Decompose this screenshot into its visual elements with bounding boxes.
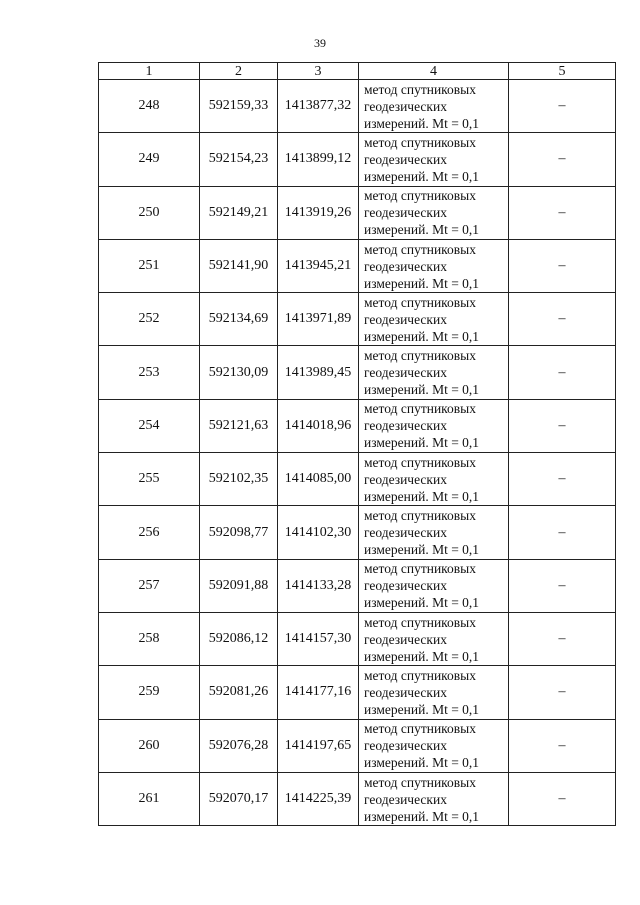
coordinates-table: [98, 62, 616, 826]
table-row: [99, 133, 616, 186]
y-coordinate-cell: 1413989,45: [278, 346, 359, 399]
method-text-line: геодезических: [364, 631, 447, 647]
method-cell: [359, 612, 509, 665]
note-cell: –: [509, 719, 616, 772]
method-text-line: измерений. Mt = 0,1: [364, 595, 480, 611]
method-text-line: измерений. Mt = 0,1: [364, 755, 480, 771]
method-text-line: геодезических: [364, 151, 447, 167]
point-number-cell: 249: [99, 133, 200, 186]
table-row: [99, 506, 616, 559]
y-coordinate-cell: 1414197,65: [278, 719, 359, 772]
method-text-line: геодезических: [364, 418, 447, 434]
note-cell: –: [509, 506, 616, 559]
table-row: [99, 453, 616, 506]
y-coordinate-cell: 1414018,96: [278, 399, 359, 452]
header-col-5: 5: [509, 63, 616, 80]
y-coordinate-cell: 1413971,89: [278, 293, 359, 346]
x-coordinate-cell: 592081,26: [200, 666, 278, 719]
method-text-line: геодезических: [364, 98, 447, 114]
method-cell: [359, 559, 509, 612]
y-coordinate-cell: 1414225,39: [278, 772, 359, 825]
method-text-line: метод спутниковых: [364, 561, 476, 577]
method-text-line: измерений. Mt = 0,1: [364, 115, 480, 131]
x-coordinate-cell: 592154,23: [200, 133, 278, 186]
y-coordinate-cell: 1414085,00: [278, 453, 359, 506]
method-text-line: метод спутниковых: [364, 508, 476, 524]
header-col-1: 1: [99, 63, 200, 80]
table-body: [99, 80, 616, 826]
method-text-line: измерений. Mt = 0,1: [364, 328, 480, 344]
note-cell: –: [509, 133, 616, 186]
note-cell: –: [509, 453, 616, 506]
method-text-line: геодезических: [364, 258, 447, 274]
note-cell: –: [509, 399, 616, 452]
point-number-cell: 250: [99, 186, 200, 239]
x-coordinate-cell: 592102,35: [200, 453, 278, 506]
y-coordinate-cell: 1413899,12: [278, 133, 359, 186]
method-cell: [359, 772, 509, 825]
method-text-line: метод спутниковых: [364, 667, 476, 683]
page-number: 39: [314, 36, 326, 50]
method-text-line: метод спутниковых: [364, 81, 476, 97]
point-number-cell: 254: [99, 399, 200, 452]
method-text-line: геодезических: [364, 365, 447, 381]
table-row: [99, 399, 616, 452]
x-coordinate-cell: 592091,88: [200, 559, 278, 612]
point-number-cell: 253: [99, 346, 200, 399]
table-row: [99, 666, 616, 719]
x-coordinate-cell: 592134,69: [200, 293, 278, 346]
y-coordinate-cell: 1414102,30: [278, 506, 359, 559]
method-text-line: метод спутниковых: [364, 401, 476, 417]
method-text-line: геодезических: [364, 525, 447, 541]
table-row: [99, 612, 616, 665]
point-number-cell: 257: [99, 559, 200, 612]
method-cell: [359, 666, 509, 719]
method-text-line: метод спутниковых: [364, 348, 476, 364]
method-text-line: измерений. Mt = 0,1: [364, 382, 480, 398]
x-coordinate-cell: 592141,90: [200, 239, 278, 292]
table-row: [99, 80, 616, 133]
point-number-cell: 260: [99, 719, 200, 772]
x-coordinate-cell: 592149,21: [200, 186, 278, 239]
y-coordinate-cell: 1413877,32: [278, 80, 359, 133]
note-cell: –: [509, 293, 616, 346]
note-cell: –: [509, 80, 616, 133]
method-text-line: измерений. Mt = 0,1: [364, 435, 480, 451]
header-row: [99, 63, 616, 80]
method-text-line: измерений. Mt = 0,1: [364, 701, 480, 717]
x-coordinate-cell: 592070,17: [200, 772, 278, 825]
method-text-line: геодезических: [364, 791, 447, 807]
x-coordinate-cell: 592121,63: [200, 399, 278, 452]
method-text-line: измерений. Mt = 0,1: [364, 488, 480, 504]
point-number-cell: 258: [99, 612, 200, 665]
header-col-2: 2: [200, 63, 278, 80]
x-coordinate-cell: 592086,12: [200, 612, 278, 665]
note-cell: –: [509, 346, 616, 399]
y-coordinate-cell: 1413919,26: [278, 186, 359, 239]
table-row: [99, 772, 616, 825]
method-text-line: измерений. Mt = 0,1: [364, 808, 480, 824]
header-col-3: 3: [278, 63, 359, 80]
note-cell: –: [509, 559, 616, 612]
table-row: [99, 186, 616, 239]
method-text-line: геодезических: [364, 471, 447, 487]
method-cell: [359, 133, 509, 186]
method-cell: [359, 80, 509, 133]
method-text-line: метод спутниковых: [364, 294, 476, 310]
table-row: [99, 559, 616, 612]
point-number-cell: 256: [99, 506, 200, 559]
y-coordinate-cell: 1414157,30: [278, 612, 359, 665]
y-coordinate-cell: 1414177,16: [278, 666, 359, 719]
y-coordinate-cell: 1413945,21: [278, 239, 359, 292]
header-col-4: 4: [359, 63, 509, 80]
note-cell: –: [509, 612, 616, 665]
method-text-line: измерений. Mt = 0,1: [364, 222, 480, 238]
x-coordinate-cell: 592130,09: [200, 346, 278, 399]
method-cell: [359, 186, 509, 239]
method-cell: [359, 399, 509, 452]
note-cell: –: [509, 772, 616, 825]
method-text-line: метод спутниковых: [364, 614, 476, 630]
method-text-line: геодезических: [364, 311, 447, 327]
table-row: [99, 239, 616, 292]
method-text-line: измерений. Mt = 0,1: [364, 542, 480, 558]
point-number-cell: 251: [99, 239, 200, 292]
point-number-cell: 259: [99, 666, 200, 719]
table-row: [99, 293, 616, 346]
x-coordinate-cell: 592076,28: [200, 719, 278, 772]
note-cell: –: [509, 186, 616, 239]
method-text-line: метод спутниковых: [364, 188, 476, 204]
method-cell: [359, 719, 509, 772]
method-text-line: измерений. Mt = 0,1: [364, 648, 480, 664]
table-row: [99, 346, 616, 399]
method-cell: [359, 453, 509, 506]
note-cell: –: [509, 666, 616, 719]
point-number-cell: 261: [99, 772, 200, 825]
note-cell: –: [509, 239, 616, 292]
point-number-cell: 255: [99, 453, 200, 506]
method-cell: [359, 346, 509, 399]
method-text-line: геодезических: [364, 738, 447, 754]
method-text-line: метод спутниковых: [364, 134, 476, 150]
method-text-line: метод спутниковых: [364, 774, 476, 790]
method-text-line: геодезических: [364, 205, 447, 221]
method-text-line: измерений. Mt = 0,1: [364, 275, 480, 291]
method-text-line: измерений. Mt = 0,1: [364, 168, 480, 184]
x-coordinate-cell: 592159,33: [200, 80, 278, 133]
point-number-cell: 252: [99, 293, 200, 346]
method-text-line: метод спутниковых: [364, 241, 476, 257]
y-coordinate-cell: 1414133,28: [278, 559, 359, 612]
method-text-line: геодезических: [364, 578, 447, 594]
x-coordinate-cell: 592098,77: [200, 506, 278, 559]
method-cell: [359, 293, 509, 346]
point-number-cell: 248: [99, 80, 200, 133]
method-text-line: геодезических: [364, 684, 447, 700]
method-text-line: метод спутниковых: [364, 721, 476, 737]
table-row: [99, 719, 616, 772]
method-cell: [359, 506, 509, 559]
table-header: [99, 63, 616, 80]
method-text-line: метод спутниковых: [364, 454, 476, 470]
method-cell: [359, 239, 509, 292]
